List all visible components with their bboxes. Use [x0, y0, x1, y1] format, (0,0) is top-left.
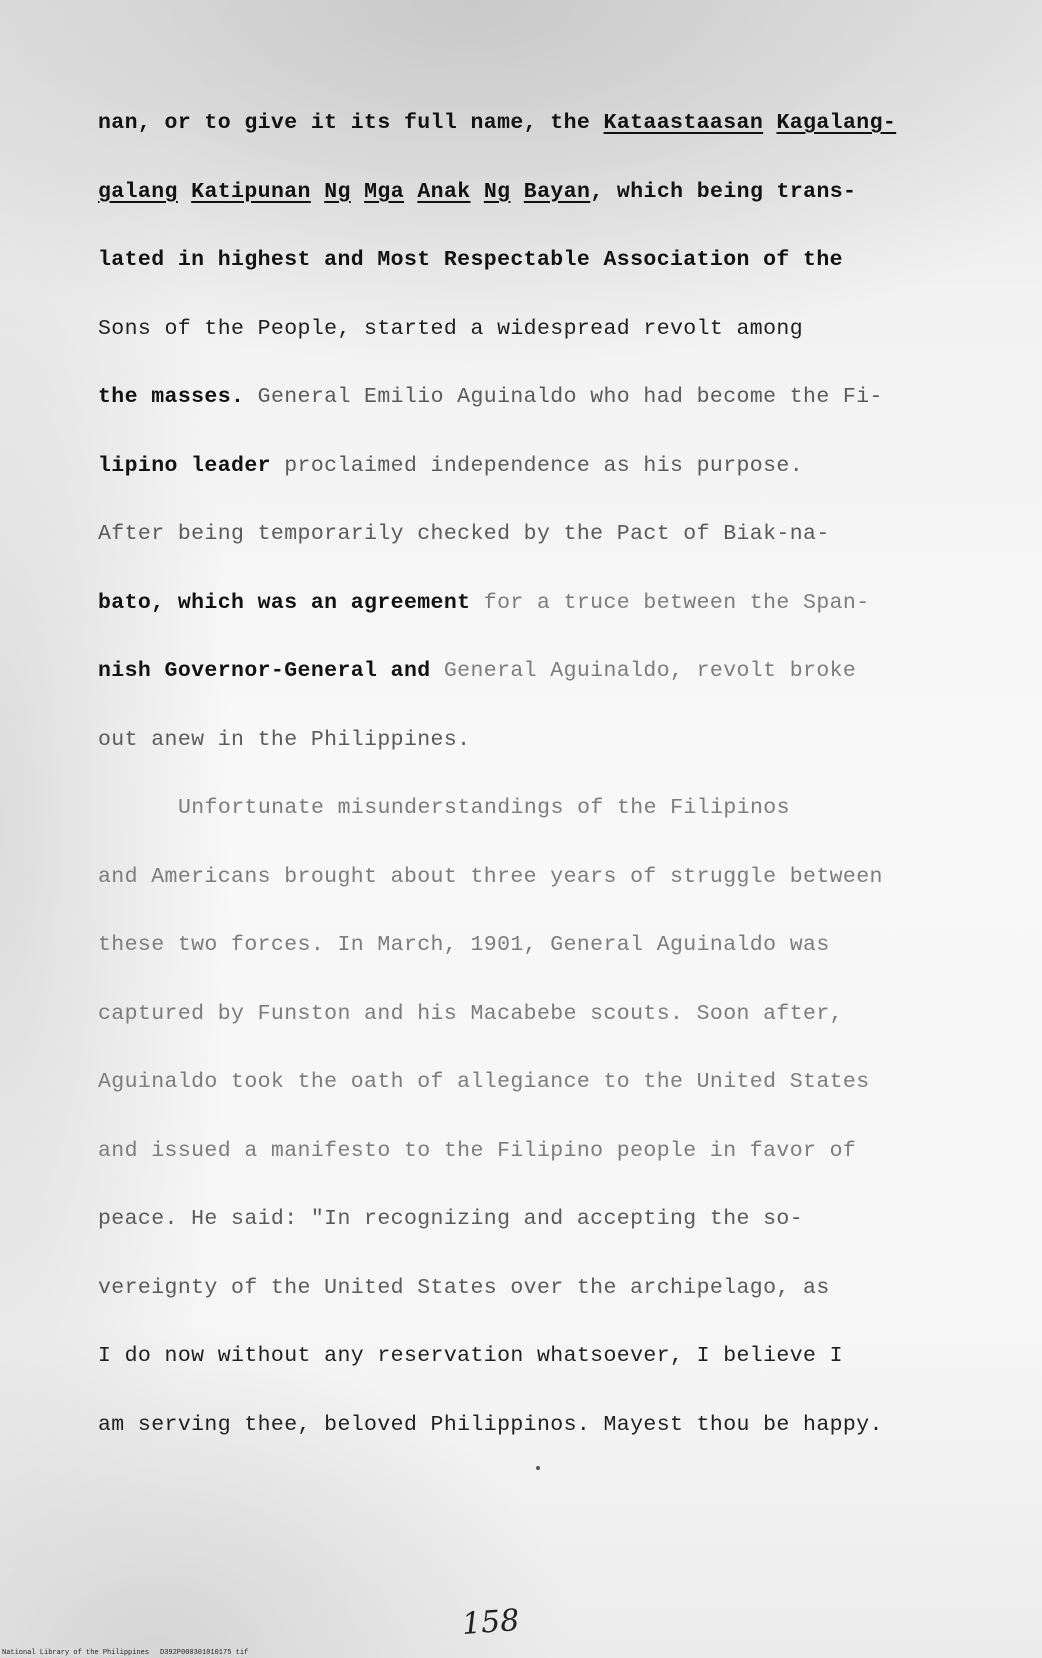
text-segment: captured by Funston and his Macabebe scouts. Soon after,: [98, 1001, 843, 1026]
text-segment: for a truce between the Span-: [483, 590, 870, 615]
text-line: [98, 177, 998, 246]
text-segment: Anak: [417, 179, 471, 204]
text-segment: lipino leader: [98, 453, 285, 478]
text-line: [98, 1410, 998, 1479]
page-number: 158: [460, 1603, 521, 1642]
text-segment: Mga: [364, 179, 405, 204]
text-line: [98, 382, 998, 451]
text-segment: out anew in the Philippines.: [98, 727, 471, 752]
text-line: [98, 1204, 998, 1273]
text-segment: name: [470, 111, 524, 135]
text-segment: the masses.: [98, 385, 258, 409]
text-segment: lated in highest and Most Respectable Association of the: [98, 248, 843, 272]
text-segment: [510, 180, 523, 204]
text-segment: I do now without any reservation whatsoever, I believe I: [98, 1344, 843, 1368]
text-segment: , which being trans-: [590, 179, 857, 204]
text-segment: proclaimed independence as his purpose.: [284, 453, 804, 478]
text-line: [98, 930, 998, 999]
text-line: [98, 245, 998, 314]
text-segment: these two forces. In March, 1901, General Aguinaldo was: [98, 933, 830, 957]
text-segment: After being temporarily checked by the Pact of Biak-na-: [98, 522, 830, 546]
text-segment: am serving thee, beloved Philippinos. Mayest thou be happy.: [98, 1412, 883, 1437]
text-segment: General Emilio Aguinaldo who had become the Fi-: [257, 385, 883, 409]
text-segment: , the: [523, 111, 604, 135]
text-segment: Kagalang-: [776, 111, 897, 135]
text-segment: Aguinaldo took the oath of allegiance to the United States: [98, 1070, 870, 1094]
text-line: [98, 108, 998, 177]
text-line: [98, 1067, 998, 1136]
text-segment: Bayan: [523, 179, 591, 204]
text-segment: Ng: [324, 179, 351, 204]
text-line: [98, 588, 998, 657]
footer-source-label: National Library of the Philippines: [2, 1649, 150, 1657]
text-segment: [471, 180, 484, 204]
text-line: [98, 862, 998, 931]
text-segment: Kataastaasan: [603, 111, 764, 135]
text-line: [98, 725, 998, 794]
ink-speck: [536, 1466, 540, 1470]
text-line: [98, 451, 998, 520]
text-line: [98, 656, 998, 725]
text-line: [98, 793, 998, 862]
text-segment: Unfortunate misunderstandings of the Filipinos: [178, 796, 790, 820]
footer-file-label: D392P000301010175 tif: [160, 1649, 249, 1657]
text-line: [98, 999, 998, 1068]
text-line: [98, 1136, 998, 1205]
text-segment: [351, 180, 364, 204]
text-segment: nan, or to give it its full: [98, 111, 471, 135]
text-segment: vereignty of the United States over the archipelago, as: [98, 1275, 830, 1300]
text-segment: Katipunan: [191, 179, 311, 204]
text-segment: nish Governor-General and: [98, 659, 444, 683]
text-line: [98, 1273, 998, 1342]
text-segment: and issued a manifesto to the Filipino people in favor of: [98, 1138, 857, 1163]
text-segment: General Aguinaldo, revolt broke: [443, 659, 857, 683]
text-segment: [404, 180, 417, 204]
text-line: [98, 519, 998, 588]
text-segment: [178, 180, 191, 204]
typewritten-body: [98, 108, 998, 1478]
text-line: [98, 314, 998, 383]
text-segment: [763, 111, 776, 135]
text-segment: peace. He said: "In recognizing and accepting the so-: [98, 1207, 804, 1231]
text-line: [98, 1341, 998, 1410]
text-segment: and Americans brought about three years of struggle between: [98, 864, 883, 889]
text-segment: bato, which was an agreement: [98, 590, 484, 615]
text-segment: [311, 180, 324, 204]
text-segment: galang: [98, 179, 178, 204]
text-segment: Ng: [483, 179, 511, 204]
text-segment: Sons of the People, started a widespread revolt among: [98, 316, 804, 341]
